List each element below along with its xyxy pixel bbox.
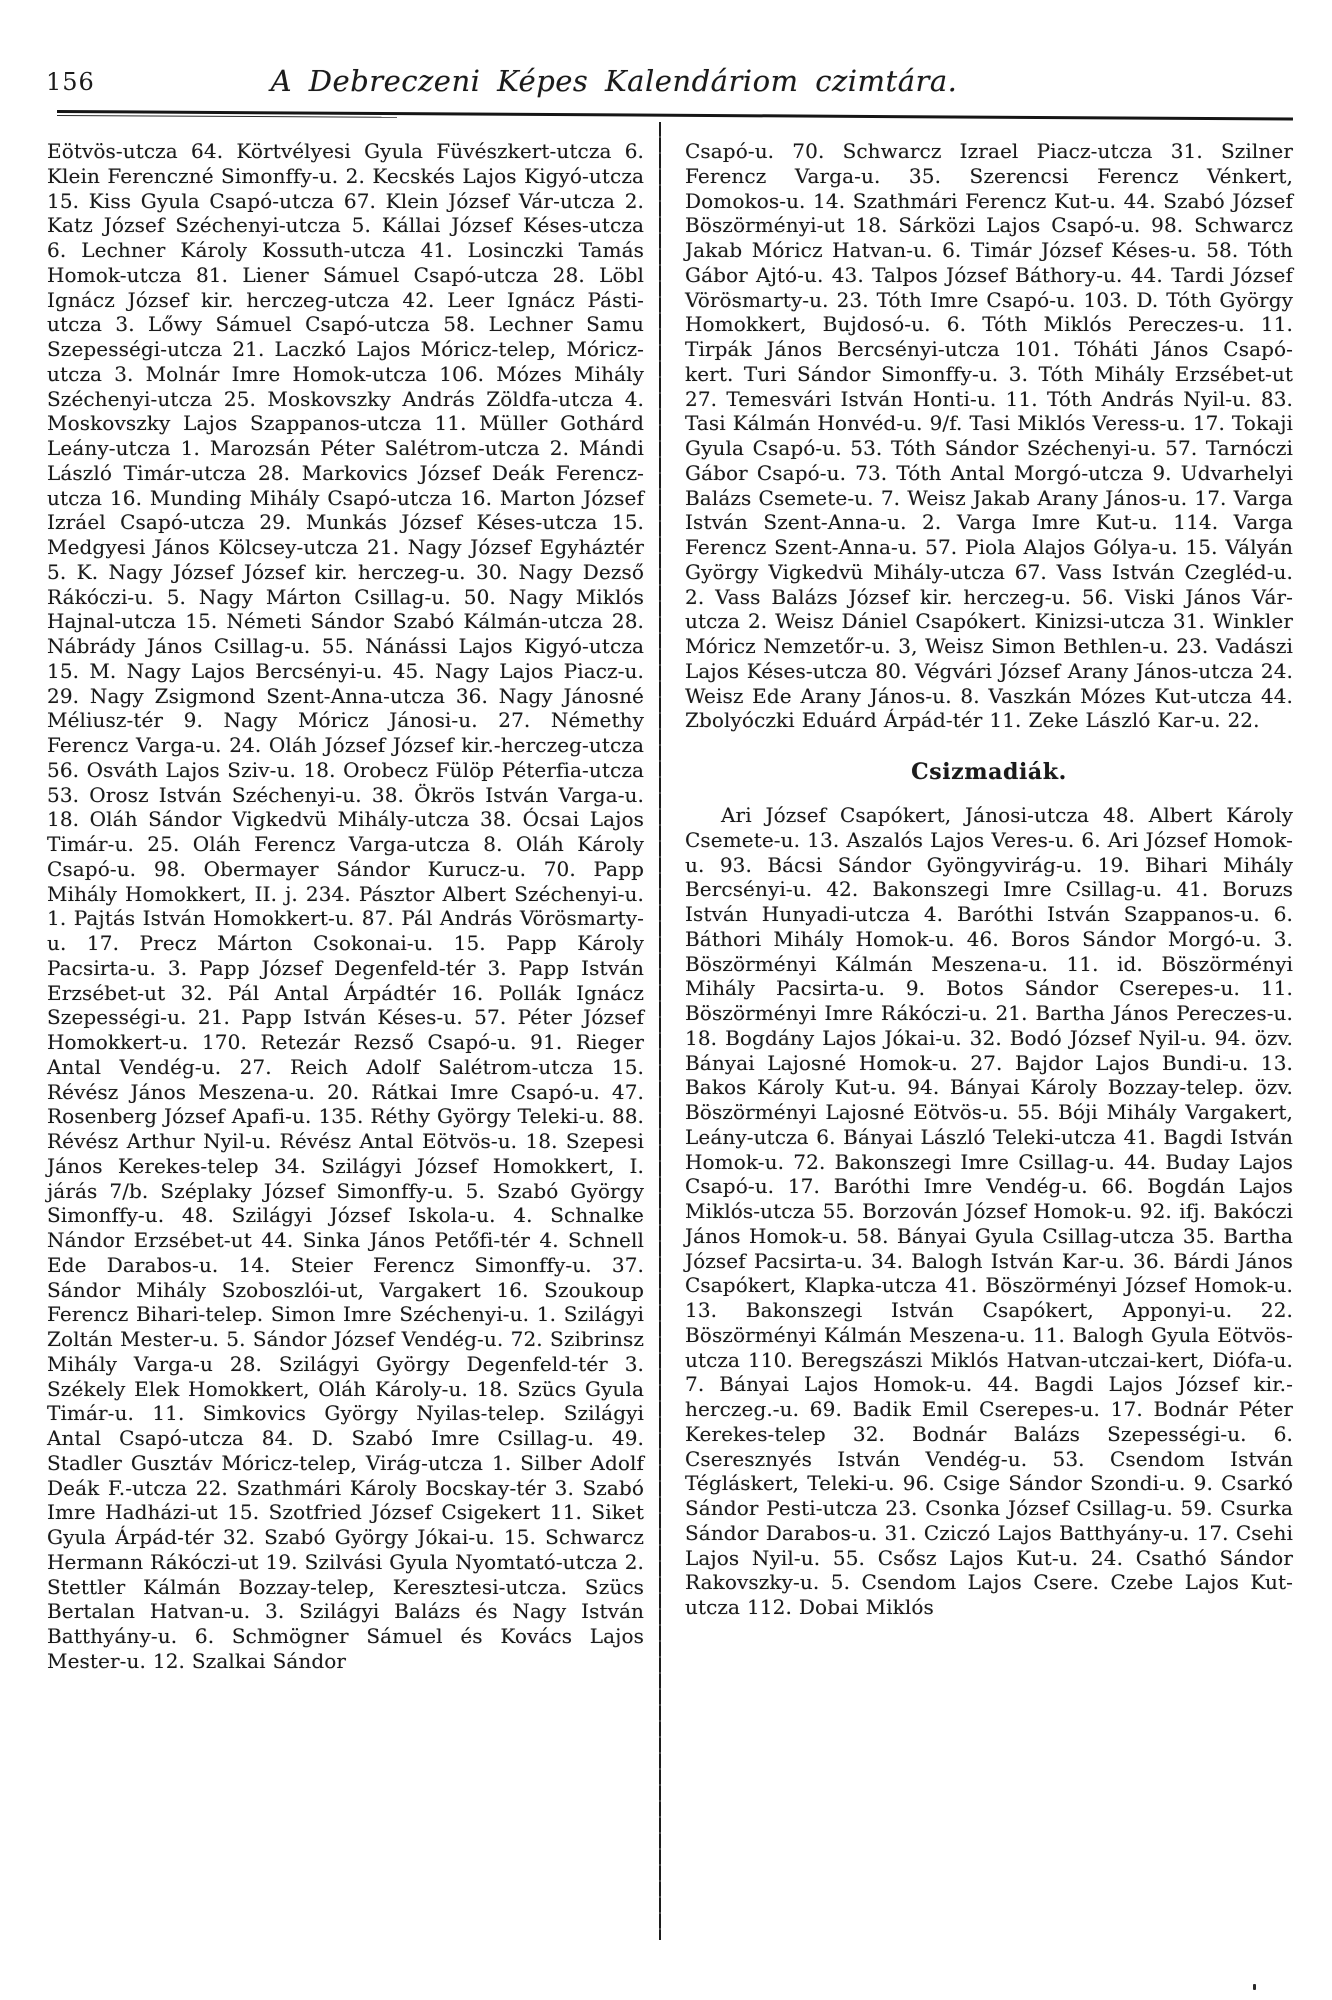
- page-number: 156: [46, 68, 95, 96]
- left-column-text: Eötvös-utcza 64. Körtvélyesi Gyula Füvészkert-utcza 6. Klein Ferenczné Simonffy-u. 2. Kecskés Lajos Kigyó-utcza 15. Kiss Gyula Csapó-utcza 67. Klein József Vár-utcza 2. Katz József Széchenyi-utcza 5. Kállai József Késes-utcza 6. Lechner Károly Kossuth-utcza 41. Losinczki Tamás Homok-utcza 81. Liener Sámuel Csapó-utcza 28. Löbl Ignácz József kir. herczeg-utcza 42. Leer Ignácz Pásti-utcza 3. Lőwy Sámuel Csapó-utcza 58. Lechner Samu Szepességi-utcza 21. Laczkó Lajos Móricz-telep, Móricz-utcza 3. Molnár Imre Homok-utcza 106. Mózes Mihály Széchenyi-utcza 25. Moskovszky András Zöldfa-utcza 4. Moskovszky Lajos Szappanos-utcza 11. Müller Gothárd Leány-utcza 1. Marozsán Péter Salétrom-utcza 2. Mándi László Timár-utcza 28. Markovics József Deák Ferencz-utcza 16. Munding Mihály Csapó-utcza 16. Marton József Izráel Csapó-utcza 29. Munkás József Késes-utcza 15. Medgyesi János Kölcsey-utcza 21. Nagy József Egyháztér 5. K. Nagy József József kir. herczeg-u. 30. Nagy Dezső Rákóczi-u. 5. Nagy Márton Csillag-u. 50. Nagy Miklós Hajnal-utcza 15. Németi Sándor Szabó Kálmán-utcza 28. Nábrády János Csillag-u. 55. Nánássi Lajos Kigyó-utcza 15. M. Nagy Lajos Bercsényi-u. 45. Nagy Lajos Piacz-u. 29. Nagy Zsigmond Szent-Anna-utcza 36. Nagy Jánosné Méliusz-tér 9. Nagy Móricz Jánosi-u. 27. Némethy Ferencz Varga-u. 24. Oláh József József kir.-herczeg-utcza 56. Osváth Lajos Sziv-u. 18. Orobecz Fülöp Péterfia-utcza 53. Orosz István Széchenyi-u. 38. Ökrös István Varga-u. 18. Oláh Sándor Vigkedvü Mihály-utcza 38. Ócsai Lajos Timár-u. 25. Oláh Ferencz Varga-utcza 8. Oláh Károly Csapó-u. 98. Obermayer Sándor Kurucz-u. 70. Papp Mihály Homokkert, II. j. 234. Pásztor Albert Széchenyi-u. 1. Pajtás István Homokkert-u. 87. Pál András Vörösmarty-u. 17. Precz Márton Csokonai-u. 15. Papp Károly Pacsirta-u. 3. Papp József Degenfeld-tér 3. Papp István Erzsébet-ut 32. Pál Antal Árpádtér 16. Pollák Ignácz Szepességi-u. 21. Papp István Késes-u. 57. Péter József Homokkert-u. 170. Retezár Rezső Csapó-u. 91. Rieger Antal Vendég-u. 27. Reich Adolf Salétrom-utcza 15. Révész János Meszena-u. 20. Rátkai Imre Csapó-u. 47. Rosenberg József Apafi-u. 135. Réthy György Teleki-u. 88. Révész Arthur Nyil-u. Révész Antal Eötvös-u. 18. Szepesi János Kerekes-telep 34. Szilágyi József Homokkert, I. járás 7/b. Széplaky József Simonffy-u. 5. Szabó György Simonffy-u. 48. Szilágyi József Iskola-u. 4. Schnalke Nándor Erzsébet-ut 44. Sinka János Petőfi-tér 4. Schnell Ede Darabos-u. 14. Steier Ferencz Simonffy-u. 37. Sándor Mihály Szoboszlói-ut, Vargakert 16. Szoukoup Ferencz Bihari-telep. Simon Imre Széchenyi-u. 1. Szilágyi Zoltán Mester-u. 5. Sándor József Vendég-u. 72. Szibrinsz Mihály Varga-u 28. Szilágyi György Degenfeld-tér 3. Székely Elek Homokkert, Oláh Károly-u. 18. Szücs Gyula Timár-u. 11. Simkovics György Nyilas-telep. Szilágyi Antal Csapó-utcza 84. D. Szabó Imre Csillag-u. 49. Stadler Gusztáv Móricz-telep, Virág-utcza 1. Silber Adolf Deák F.-utcza 22. Szathmári Károly Bocskay-tér 3. Szabó Imre Hadházi-ut 15. Szotfried József Csigekert 11. Siket Gyula Árpád-tér 32. Szabó György Jókai-u. 15. Schwarcz Hermann Rákóczi-ut 19. Szilvási Gyula Nyomtató-utcza 2. Stettler Kálmán Bozzay-telep, Keresztesi-utcza. Szücs Bertalan Hatvan-u. 3. Szilágyi Balázs és Nagy István Batthyány-u. 6. Schmögner Sámuel és Kovács Lajos Mester-u. 12. Szalkai Sándor: [47, 139, 645, 1673]
- right-column-continuation-text: Csapó-u. 70. Schwarcz Izrael Piacz-utcza 31. Szilner Ferencz Varga-u. 35. Szerencsi Ferencz Vénkert, Domokos-u. 14. Szathmári Ferencz Kut-u. 44. Szabó József Böszörményi-ut 18. Sárközi Lajos Csapó-u. 98. Schwarcz Jakab Móricz Hatvan-u. 6. Timár József Késes-u. 58. Tóth Gábor Ajtó-u. 43. Talpos József Báthory-u. 44. Tardi József Vörösmarty-u. 23. Tóth Imre Csapó-u. 103. D. Tóth György Homokkert, Bujdosó-u. 6. Tóth Miklós Pereczes-u. 11. Tirpák János Bercsényi-utcza 101. Tóháti János Csapó-kert. Turi Sándor Simonffy-u. 3. Tóth Mihály Erzsébet-ut 27. Temesvári István Honti-u. 11. Tóth András Nyil-u. 83. Tasi Kálmán Honvéd-u. 9/f. Tasi Miklós Veress-u. 17. Tokaji Gyula Csapó-u. 53. Tóth Sándor Széchenyi-u. 57. Tarnóczi Gábor Csapó-u. 73. Tóth Antal Morgó-utcza 9. Udvarhelyi Balázs Csemete-u. 7. Weisz Jakab Arany János-u. 17. Varga István Szent-Anna-u. 2. Varga Imre Kut-u. 114. Varga Ferencz Szent-Anna-u. 57. Piola Alajos Gólya-u. 15. Vályán György Vigkedvü Mihály-utcza 67. Vass István Czegléd-u. 2. Vass Balázs József kir. herczeg-u. 56. Viski János Vár-utcza 2. Weisz Dániel Csapókert. Kinizsi-utcza 31. Winkler Móricz Nemzetőr-u. 3, Weisz Simon Bethlen-u. 23. Vadászi Lajos Késes-utcza 80. Végvári József Arany János-utcza 24. Weisz Ede Arany János-u. 8. Vaszkán Mózes Kut-utcza 44. Zbolyóczki Eduárd Árpád-tér 11. Zeke László Kar-u. 22.: [685, 139, 1293, 733]
- section-heading-csizmadiak: Csizmadiák.: [911, 759, 1067, 785]
- header-rule-secondary: [57, 115, 397, 118]
- right-column-section-text: Ari József Csapókert, Jánosi-utcza 48. Albert Károly Csemete-u. 13. Aszalós Lajos Veres-u. 6. Ari József Homok-u. 93. Bácsi Sándor Gyöngyvirág-u. 19. Bihari Mihály Bercsényi-u. 42. Bakonszegi Imre Csillag-u. 41. Boruzs István Hunyadi-utcza 4. Baróthi István Szappanos-u. 6. Báthori Mihály Homok-u. 46. Boros Sándor Morgó-u. 3. Böszörményi Kálmán Meszena-u. 11. id. Böszörményi Mihály Pacsirta-u. 9. Botos Sándor Cserepes-u. 11. Böszörményi Imre Rákóczi-u. 21. Bartha János Pereczes-u. 18. Bogdány Lajos Jókai-u. 32. Bodó József Nyil-u. 94. özv. Bányai Lajosné Homok-u. 27. Bajdor Lajos Bundi-u. 13. Bakos Károly Kut-u. 94. Bányai Károly Bozzay-telep. özv. Böszörményi Lajosné Eötvös-u. 55. Bóji Mihály Vargakert, Leány-utcza 6. Bányai László Teleki-utcza 41. Bagdi István Homok-u. 72. Bakonszegi Imre Csillag-u. 44. Buday Lajos Csapó-u. 17. Baróthi Imre Vendég-u. 66. Bogdán Lajos Miklós-utcza 55. Borzován József Homok-u. 92. ifj. Bakóczi János Homok-u. 58. Bányai Gyula Csillag-utcza 35. Bartha József Pacsirta-u. 34. Balogh István Kar-u. 36. Bárdi János Csapókert, Klapka-utcza 41. Böszörményi József Homok-u. 13. Bakonszegi István Csapókert, Apponyi-u. 22. Böszörményi Kálmán Meszena-u. 11. Balogh Gyula Eötvös-utcza 110. Beregszászi Miklós Hatvan-utczai-kert, Diófa-u. 7. Bányai Lajos Homok-u. 44. Bagdi Lajos József kir.-herczeg.-u. 69. Badik Emil Cserepes-u. 17. Bodnár Péter Kerekes-telep 32. Bodnár Balázs Szepességi-u. 6. Cseresznyés István Vendég-u. 53. Csendom István Tégláskert, Teleki-u. 96. Csige Sándor Szondi-u. 9. Csarkó Sándor Pesti-utcza 23. Csonka József Csillag-u. 59. Csurka Sándor Darabos-u. 31. Cziczó Lajos Batthyány-u. 17. Csehi Lajos Nyil-u. 55. Csősz Lajos Kut-u. 24. Csathó Sándor Rakovszky-u. 5. Csendom Lajos Csere. Czebe Lajos Kut-utcza 112. Dobai Miklós: [685, 803, 1293, 1619]
- right-column: [685, 139, 1293, 1620]
- column-divider: [659, 122, 661, 1940]
- ink-speck: [1253, 1984, 1256, 1990]
- left-column: [47, 139, 644, 1674]
- running-title: A Debreczeni Képes Kalendáriom czimtára.: [270, 64, 958, 98]
